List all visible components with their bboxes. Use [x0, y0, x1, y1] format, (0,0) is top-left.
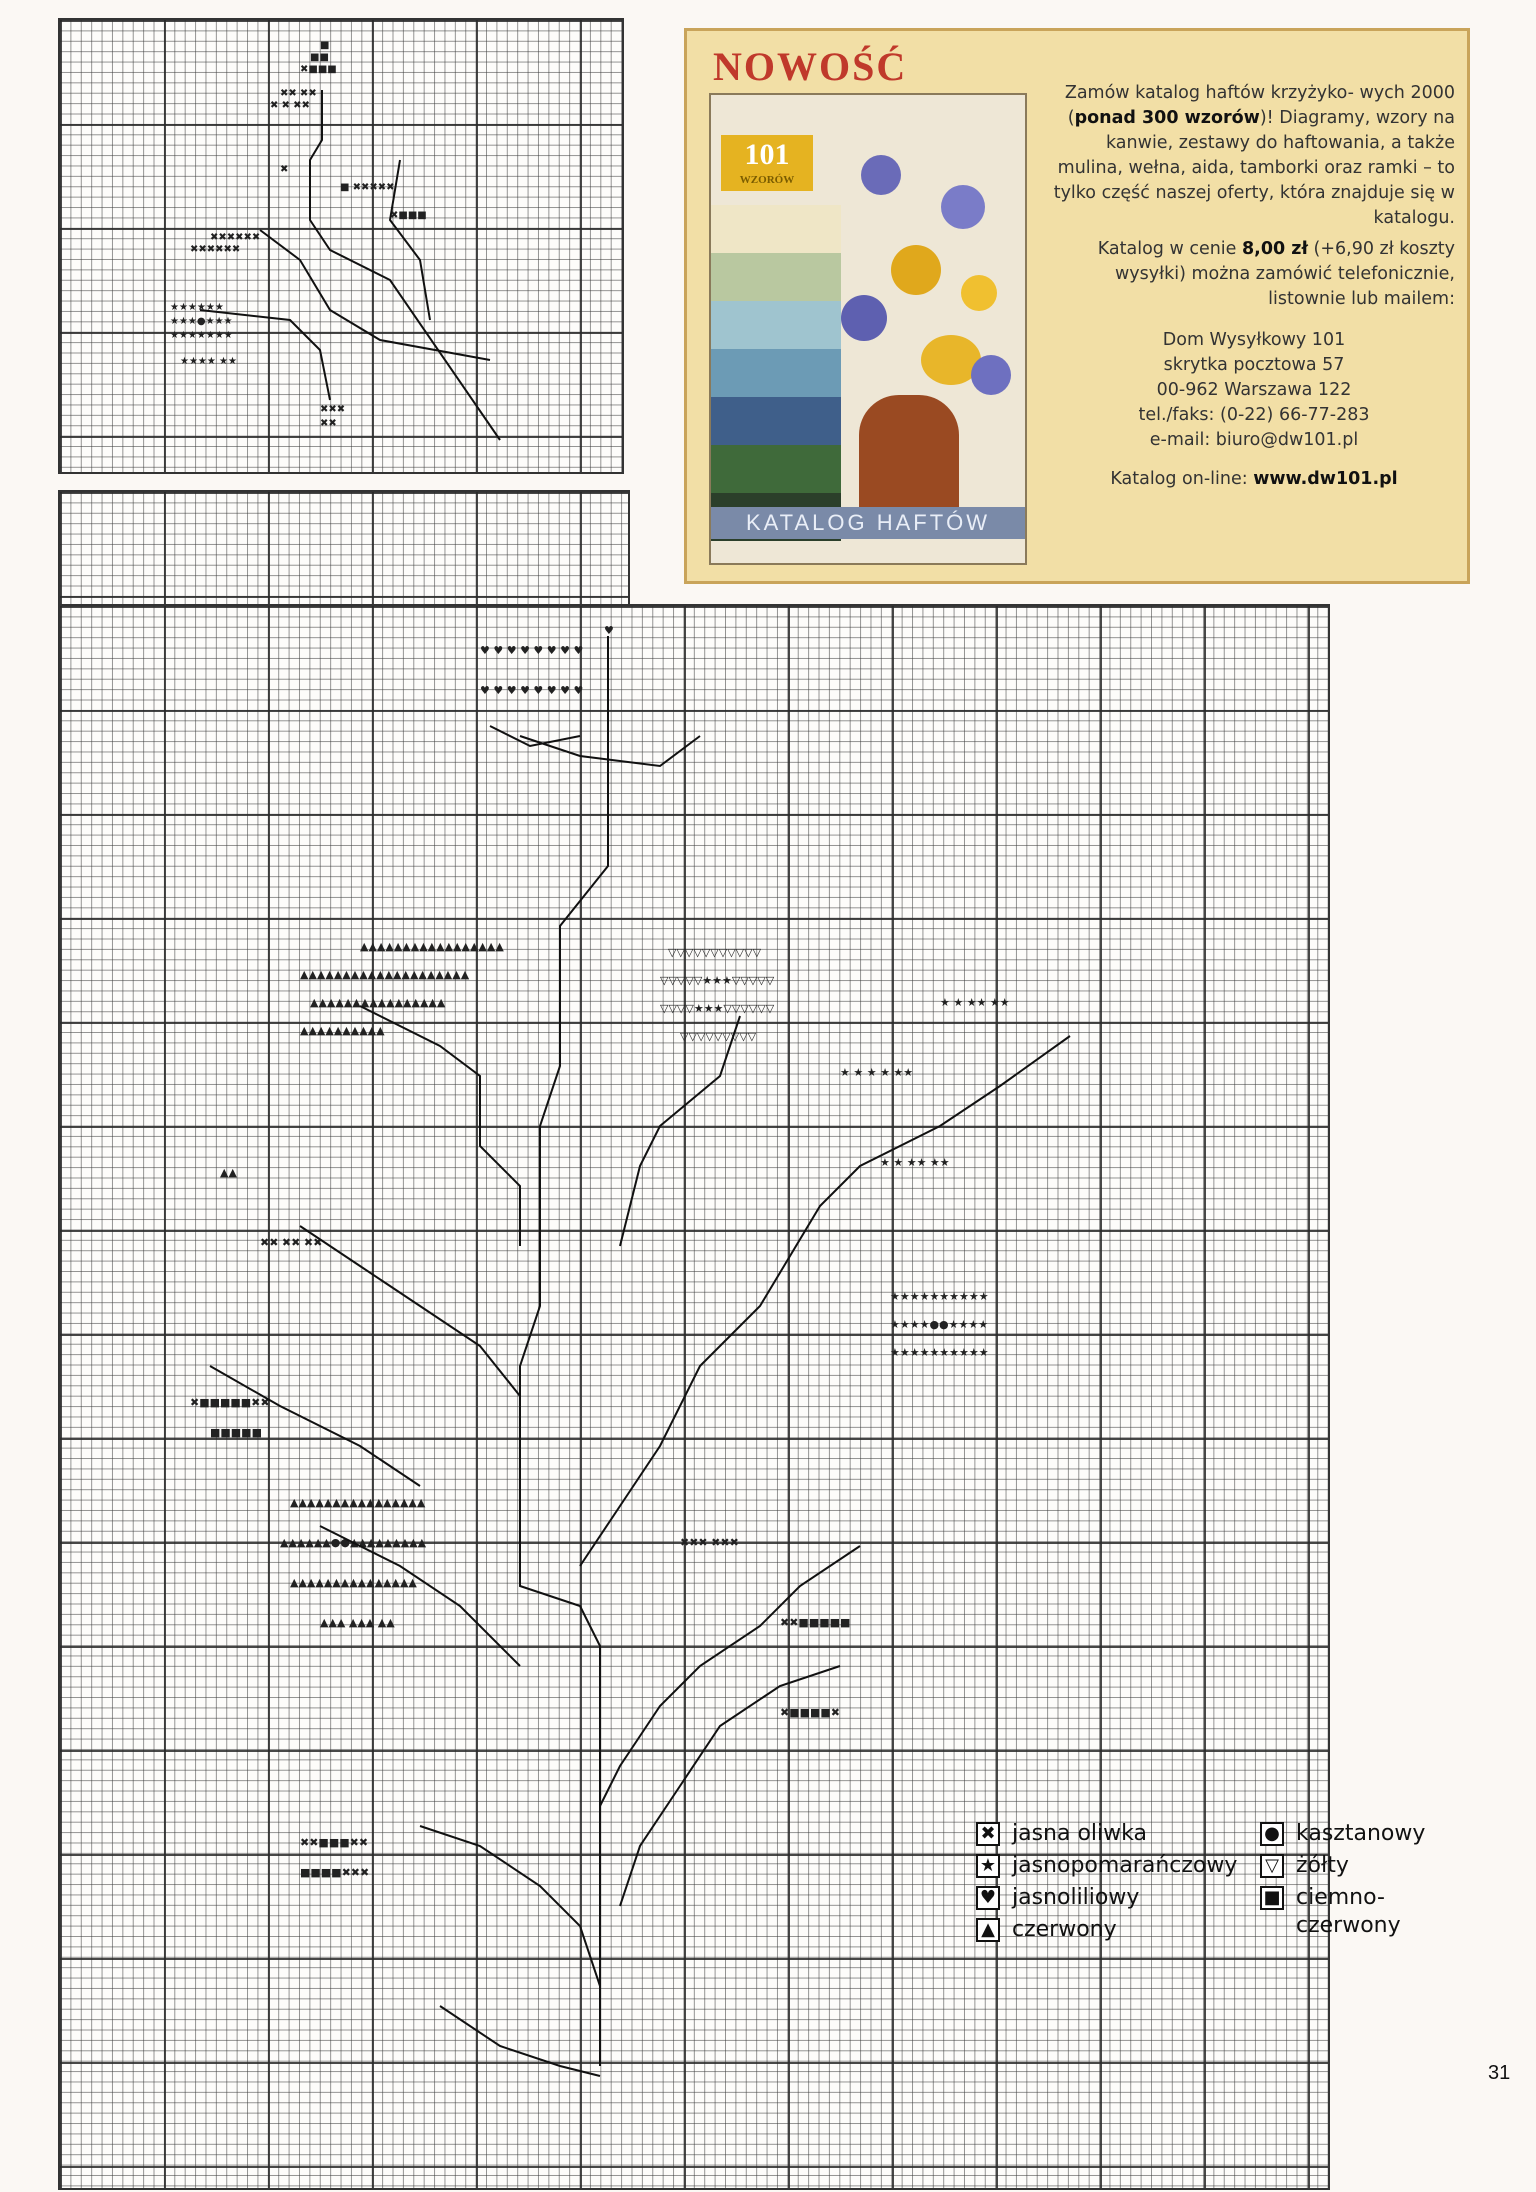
- book-badge-number: 101: [744, 138, 790, 171]
- ad-text-bold: ponad 300 wzorów: [1074, 108, 1260, 128]
- stitch-symbol: ★★★★★★★★★★: [890, 1290, 989, 1303]
- stitch-symbol: ✖✖ ✖✖: [280, 88, 317, 99]
- main-chart-stitches: [60, 606, 1332, 2192]
- legend-label: kasztanowy: [1296, 1821, 1426, 1846]
- stitch-symbol: ♥ ♥ ♥ ♥ ♥ ♥ ♥ ♥: [480, 644, 584, 657]
- stitch-symbol: ✖■■■: [300, 64, 337, 75]
- address-line: Dom Wysyłkowy 101: [1162, 330, 1346, 350]
- stitch-symbol: ✖✖✖✖✖✖: [210, 232, 261, 243]
- legend-item: [976, 1884, 1139, 1912]
- heart-icon: ♥: [976, 1886, 1000, 1910]
- triangle-icon: ▲: [976, 1918, 1000, 1942]
- stitch-symbol: ■■■■✖✖✖: [300, 1866, 370, 1879]
- stitch-symbol: ★★★●★★★: [170, 316, 233, 327]
- star-icon: ★: [976, 1854, 1000, 1878]
- catalog-advertisement: [684, 28, 1470, 584]
- stitch-symbol: ▲▲▲▲▲▲▲▲▲▲▲▲▲▲▲▲: [290, 1496, 426, 1509]
- stitch-symbol: ▽▽▽▽★★★▽▽▽▽▽▽: [660, 1002, 775, 1015]
- legend-label: żółty: [1296, 1853, 1349, 1878]
- book-badge: [721, 135, 813, 191]
- stitch-symbol: ✖✖ ✖✖ ✖✖: [260, 1236, 323, 1249]
- stitch-symbol: ■: [320, 40, 330, 51]
- ad-text-segment: )! Diagramy, wzory na kanwie, zestawy do haftowania, a także mulina, wełna, aida, tamborki oraz ramki – to tylko część naszej oferty, która znajduje się w katalogu.: [1053, 108, 1455, 228]
- address-line: e-mail: biuro@dw101.pl: [1149, 430, 1359, 450]
- ad-price: 8,00 zł: [1242, 239, 1308, 259]
- stitch-symbol: ▽▽▽▽▽▽▽▽▽: [680, 1030, 757, 1043]
- ad-paragraph-2: [1053, 237, 1455, 312]
- stitch-symbol: ✖✖■■■■■: [780, 1616, 851, 1629]
- stitch-symbol: ✖: [280, 164, 289, 175]
- stitch-symbol: ✖■■■■✖: [780, 1706, 841, 1719]
- stitch-symbol: ★★★★★★★★★★: [890, 1346, 989, 1359]
- stitch-symbol: ▽▽▽▽▽▽▽▽▽▽▽: [668, 946, 762, 959]
- stitch-symbol: ▲▲▲▲▲▲▲▲▲▲▲▲▲▲▲: [290, 1576, 417, 1589]
- stitch-symbol: ✖✖: [320, 418, 337, 429]
- stitch-symbol: ★ ★ ★ ★ ★★: [840, 1066, 914, 1079]
- stitch-symbol: ✖■■■: [390, 210, 427, 221]
- stitch-symbol: ▲▲: [220, 1166, 237, 1179]
- stitch-symbol: ■ ✖✖✖✖✖: [340, 182, 395, 193]
- stitch-symbol: ▲▲▲▲▲▲●●▲▲▲▲▲▲▲▲▲: [280, 1536, 427, 1549]
- online-url[interactable]: www.dw101.pl: [1253, 469, 1398, 489]
- stitch-symbol: ✖ ✖ ✖✖: [270, 100, 310, 111]
- ad-paragraph-1: [1053, 81, 1455, 231]
- address-line: skrytka pocztowa 57: [1163, 355, 1345, 375]
- legend-item: [1260, 1884, 1401, 1940]
- book-badge-sub: WZORÓW: [739, 174, 795, 186]
- book-spine: [1025, 105, 1027, 565]
- stitch-symbol: ✖■■■■■✖✖: [190, 1396, 270, 1409]
- ad-address: [1053, 328, 1455, 453]
- stitch-symbol: ★ ★ ★★ ★★: [880, 1156, 950, 1169]
- stitch-symbol: ▽▽▽▽▽★★★▽▽▽▽▽: [660, 974, 775, 987]
- legend-label: jasna oliwka: [1012, 1821, 1147, 1846]
- ad-text-segment: (+6,90 zł koszty wysyłki) można zamówić telefonicznie, listownie lub mailem:: [1114, 239, 1455, 309]
- color-legend: [976, 1820, 1436, 1950]
- address-line: tel./faks: (0-22) 66-77-283: [1138, 405, 1370, 425]
- small-pattern-chart: [58, 18, 624, 474]
- ad-body-text: [1053, 81, 1455, 492]
- stitch-symbol: ▲▲▲▲▲▲▲▲▲▲▲▲▲▲▲▲: [310, 996, 446, 1009]
- stitch-symbol: ♥ ♥ ♥ ♥ ♥ ♥ ♥ ♥: [480, 684, 584, 697]
- legend-item: [976, 1820, 1147, 1848]
- stitch-symbol: ▲▲▲ ▲▲▲ ▲▲: [320, 1616, 395, 1629]
- stitch-symbol: ✖✖✖ ✖✖✖: [680, 1536, 739, 1549]
- stitch-symbol: ✖✖✖: [320, 404, 346, 415]
- flower-bouquet-illustration: [821, 125, 1021, 415]
- ad-text-segment: Katalog w cenie: [1097, 239, 1242, 259]
- legend-label: ciemno- czerwony: [1296, 1885, 1401, 1938]
- main-pattern-chart: [58, 604, 1330, 2190]
- ad-online: [1053, 467, 1455, 492]
- online-label: Katalog on-line:: [1110, 469, 1254, 489]
- legend-label: jasnoliliowy: [1012, 1885, 1140, 1910]
- stitch-symbol: ♥: [604, 624, 614, 637]
- stitch-symbol: ▲▲▲▲▲▲▲▲▲▲▲▲▲▲▲▲▲: [360, 940, 504, 953]
- square-icon: ■: [1260, 1886, 1284, 1910]
- page-number: 31: [1488, 2062, 1511, 2084]
- legend-item: [1260, 1852, 1349, 1880]
- stitch-symbol: ★★★★ ★★: [180, 356, 237, 367]
- legend-label: jasnopomarańczowy: [1012, 1853, 1238, 1878]
- stitch-symbol: ★★★★★★★: [170, 330, 233, 341]
- legend-item: [1260, 1820, 1425, 1848]
- ad-title: NOWOŚĆ: [713, 44, 908, 89]
- catalog-book-image: [709, 93, 1027, 565]
- stitch-symbol: ■■: [310, 52, 329, 63]
- stitch-symbol: ★★★★★★: [170, 302, 224, 313]
- stitch-symbol: ▲▲▲▲▲▲▲▲▲▲: [300, 1024, 385, 1037]
- stitch-symbol: ✖✖■■■✖✖: [300, 1836, 369, 1849]
- ad-text-segment: wych 2000 (: [1067, 83, 1455, 128]
- legend-item: [976, 1916, 1117, 1944]
- stitch-symbol: ■■■■■: [210, 1426, 262, 1439]
- olive-cross-icon: ✖: [976, 1822, 1000, 1846]
- stitch-symbol: ✖✖✖✖✖✖: [190, 244, 241, 255]
- stitch-symbol: ▲▲▲▲▲▲▲▲▲▲▲▲▲▲▲▲▲▲▲▲: [300, 968, 470, 981]
- stitch-symbol: ★★★★●●★★★★: [890, 1318, 989, 1331]
- small-chart-stitches: [60, 20, 626, 476]
- ad-text-segment: Zamów katalog haftów krzyżyko-: [1064, 83, 1354, 103]
- book-banner: KATALOG HAFTÓW: [711, 507, 1025, 539]
- address-line: 00-962 Warszawa 122: [1156, 380, 1352, 400]
- backstitch-lines: [200, 90, 500, 440]
- legend-item: [976, 1852, 1237, 1880]
- legend-label: czerwony: [1012, 1917, 1117, 1942]
- stitch-symbol: ★ ★ ★★ ★★: [940, 996, 1010, 1009]
- circle-icon: ●: [1260, 1822, 1284, 1846]
- down-triangle-icon: ▽: [1260, 1854, 1284, 1878]
- main-chart-top-strip: [58, 490, 630, 608]
